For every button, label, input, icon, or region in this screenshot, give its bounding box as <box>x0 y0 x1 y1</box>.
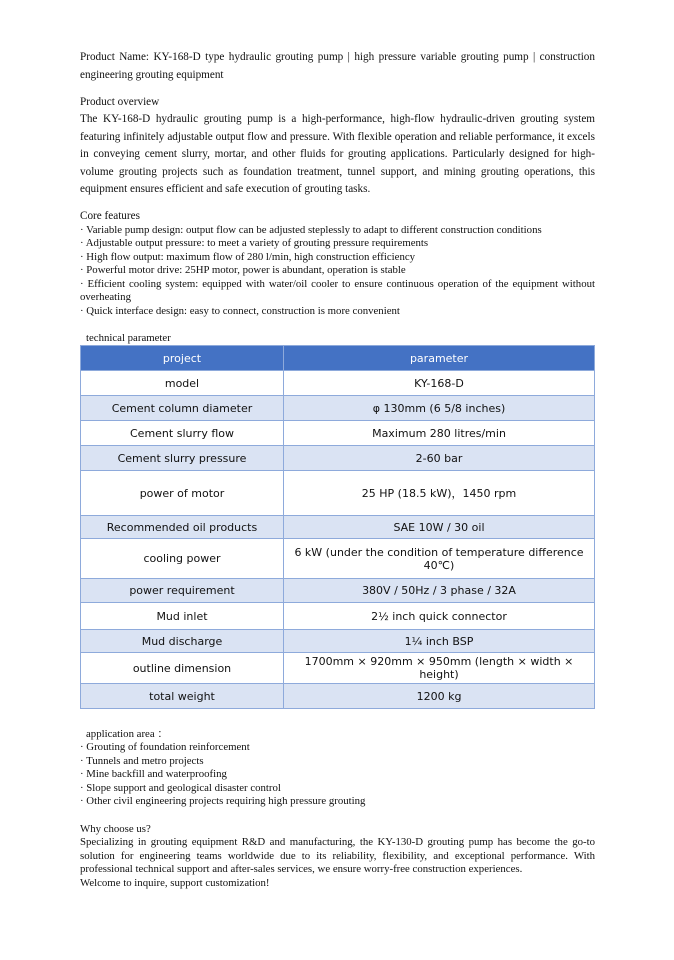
table-row <box>81 471 595 516</box>
why-heading: Why choose us? <box>80 822 151 835</box>
row-label: model <box>81 371 284 396</box>
column-header-parameter: parameter <box>284 346 595 371</box>
row-value: 1200 kg <box>284 684 595 709</box>
application-item: · Grouting of foundation reinforcement <box>80 741 250 753</box>
row-value: 380V / 50Hz / 3 phase / 32A <box>284 579 595 603</box>
row-label: Mud inlet <box>81 603 284 630</box>
document-page <box>80 48 595 890</box>
application-item: · Slope support and geological disaster control <box>80 781 281 794</box>
row-label: Mud discharge <box>81 630 284 653</box>
row-value: 1700mm × 920mm × 950mm (length × width × height) <box>284 653 595 684</box>
row-value: 2½ inch quick connector <box>284 603 595 630</box>
params-caption: technical parameter <box>86 332 171 344</box>
table-row <box>81 421 595 446</box>
table-row <box>81 579 595 603</box>
row-label: Cement slurry flow <box>81 421 284 446</box>
row-value: KY-168-D <box>284 371 595 396</box>
row-value: 2-60 bar <box>284 446 595 471</box>
closing-text: Welcome to inquire, support customization! <box>80 876 270 889</box>
technical-parameter-table <box>80 345 595 709</box>
table-row <box>81 371 595 396</box>
table-row <box>81 539 595 579</box>
table-header-row <box>81 346 595 371</box>
row-value: 25 HP (18.5 kW)，1450 rpm <box>284 471 595 516</box>
table-row <box>81 630 595 653</box>
row-label: Cement column diameter <box>81 396 284 421</box>
row-value: SAE 10W / 30 oil <box>284 516 595 539</box>
row-label: total weight <box>81 684 284 709</box>
application-item: · Mine backfill and waterproofing <box>80 768 227 780</box>
column-header-project: project <box>81 346 284 371</box>
feature-item: · Adjustable output pressure: to meet a variety of grouting pressure requirements <box>80 237 429 249</box>
overview-heading: Product overview <box>80 96 160 108</box>
row-value: 1¼ inch BSP <box>284 630 595 653</box>
row-label: power of motor <box>81 471 284 516</box>
row-label: Recommended oil products <box>81 516 284 539</box>
row-label: outline dimension <box>81 653 284 684</box>
row-value: φ 130mm (6 5/8 inches) <box>284 396 595 421</box>
feature-item: · Quick interface design: easy to connect, construction is more convenient <box>80 304 400 317</box>
table-row <box>81 396 595 421</box>
application-heading: application area ： <box>86 728 169 740</box>
row-label: Cement slurry pressure <box>81 446 284 471</box>
table-row <box>81 446 595 471</box>
feature-item: · Variable pump design: output flow can be adjusted steplessly to adapt to different construction conditions <box>80 223 542 236</box>
why-text: Specializing in grouting equipment R&D and manufacturing, the KY-130-D grouting pump has become the go-to solution for engineering teams worldwide due to its reliability, flexibility, and exceptional performance. With professional technical support and after-sales services, we ensure worry-free construction experiences. <box>80 836 595 875</box>
application-list <box>80 741 595 809</box>
table-row <box>81 684 595 709</box>
feature-item: · Powerful motor drive: 25HP motor, power is abundant, operation is stable <box>80 264 406 276</box>
product-title: Product Name: KY-168-D type hydraulic grouting pump | high pressure variable grouting pump | construction engineering grouting equipment <box>80 51 595 81</box>
table-row <box>81 516 595 539</box>
overview-text: The KY-168-D hydraulic grouting pump is a high-performance, high-flow hydraulic-driven grouting system featuring infinitely adjustable output flow and pressure. With flexible operation and reliable performance, it excels in conveying cement slurry, mortar, and other fluids for grouting applications. Particularly designed for high-volume grouting projects such as foundation treatment, tunnel support, and mining grouting operations, this equipment ensures efficient and safe execution of grouting tasks. <box>80 113 595 195</box>
application-item: · Tunnels and metro projects <box>80 754 204 767</box>
feature-item: · High flow output: maximum flow of 280 l/min, high construction efficiency <box>80 250 416 263</box>
row-value: Maximum 280 litres/min <box>284 421 595 446</box>
table-row <box>81 653 595 684</box>
feature-item: · Efficient cooling system: equipped with water/oil cooler to ensure continuous operation of the equipment without overheating <box>80 277 595 303</box>
row-label: cooling power <box>81 539 284 579</box>
table-row <box>81 603 595 630</box>
features-heading: Core features <box>80 209 140 222</box>
features-list <box>80 224 595 319</box>
application-item: · Other civil engineering projects requiring high pressure grouting <box>80 795 366 807</box>
row-label: power requirement <box>81 579 284 603</box>
row-value: 6 kW (under the condition of temperature difference 40℃) <box>284 539 595 579</box>
